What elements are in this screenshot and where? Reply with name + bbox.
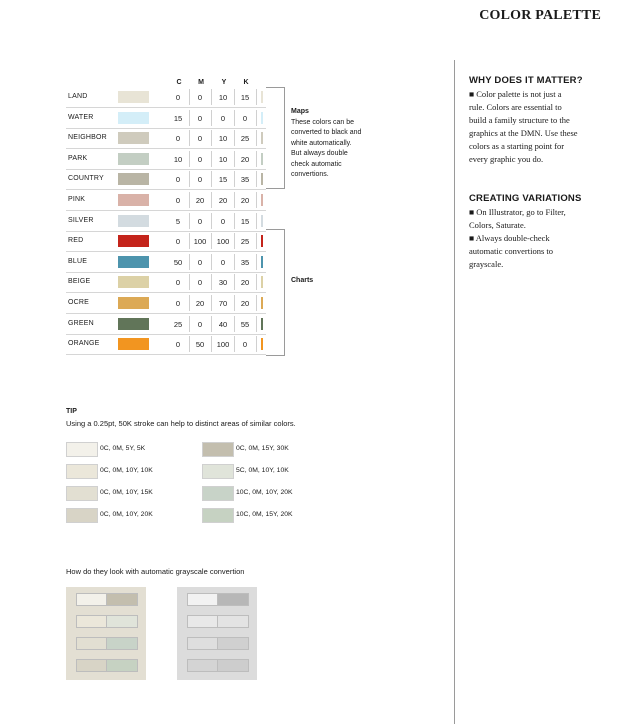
cmyk-value-y: 10 (218, 93, 228, 102)
tip-text: Using a 0.25pt, 50K stroke can help to distinct areas of similar colors. (66, 419, 296, 428)
color-name: RED (68, 237, 84, 245)
color-swatch (118, 91, 149, 103)
cmyk-value-k: 25 (240, 237, 250, 247)
why-heading: WHY DOES IT MATTER? (469, 75, 583, 86)
tip-swatch-label: 0C, 0M, 5Y, 5K (100, 445, 146, 452)
grayscale-version-panel (177, 587, 257, 680)
cmyk-value-c: 0 (175, 340, 181, 350)
tip-swatch-label: 5C, 0M, 10Y, 10K (236, 467, 289, 474)
grayscale-cell (106, 615, 138, 628)
table-row (66, 272, 266, 293)
cmyk-value-y: 100 (216, 237, 230, 247)
tip-swatch-label: 0C, 0M, 10Y, 15K (100, 489, 153, 496)
color-swatch (118, 256, 149, 268)
maps-line: converted to black and (291, 129, 362, 136)
cell-divider (256, 89, 257, 105)
variations-line: automatic convertions to (469, 246, 554, 256)
cell-divider (211, 213, 212, 229)
cell-divider (234, 110, 235, 126)
variations-body (469, 206, 609, 271)
color-marker (261, 235, 263, 247)
cmyk-value-y: 0 (220, 113, 226, 123)
cell-divider (189, 151, 190, 167)
cell-divider (234, 171, 235, 187)
tip-swatch (66, 442, 98, 457)
cell-divider (189, 274, 190, 290)
table-row (66, 87, 266, 108)
cell-divider (189, 336, 190, 352)
cell-divider (211, 89, 212, 105)
cell-divider (211, 192, 212, 208)
table-row (66, 149, 266, 170)
why-line: rule. Colors are essential to (469, 102, 562, 112)
maps-line: white automatically. (291, 139, 352, 147)
variations-line: grayscale. (469, 259, 504, 269)
cmyk-value-c: 15 (173, 113, 183, 123)
cell-divider (189, 171, 190, 187)
cmyk-value-c: 0 (175, 299, 181, 308)
cmyk-value-m: 50 (195, 340, 205, 350)
color-marker (261, 194, 263, 206)
cmyk-value-c: 0 (175, 175, 181, 185)
page-title: COLOR PALETTE (479, 8, 601, 23)
cmyk-value-c: 25 (173, 319, 183, 329)
cell-divider (211, 274, 212, 290)
color-marker (261, 338, 263, 350)
cell-divider (234, 336, 235, 352)
cmyk-value-c: 50 (173, 257, 183, 267)
cmyk-value-m: 0 (197, 319, 203, 329)
color-swatch (118, 235, 149, 247)
grayscale-cell (187, 593, 219, 606)
color-name: SILVER (68, 216, 94, 224)
cmyk-value-m: 100 (193, 237, 207, 247)
cmyk-value-m: 0 (197, 175, 203, 185)
grayscale-cell (76, 615, 108, 628)
cmyk-value-y: 10 (218, 134, 228, 144)
maps-line: check automatic (291, 160, 342, 168)
cell-divider (189, 233, 190, 249)
table-row (66, 108, 266, 129)
cmyk-value-m: 20 (195, 299, 205, 308)
cell-divider (256, 151, 257, 167)
color-swatch (118, 132, 149, 144)
color-marker (261, 173, 263, 185)
cmyk-value-y: 70 (218, 299, 228, 308)
cell-divider (256, 233, 257, 249)
variations-line: ■ On Illustrator, go to Filter, (469, 207, 566, 217)
color-marker (261, 112, 263, 124)
table-row (66, 293, 266, 314)
tip-swatch (66, 486, 98, 501)
grayscale-title: How do they look with automatic grayscale convertion (66, 567, 245, 576)
grayscale-cell (76, 593, 108, 606)
cell-divider (234, 233, 235, 249)
header-m: M (198, 79, 204, 86)
cmyk-value-m: 0 (197, 216, 203, 226)
color-name: WATER (68, 113, 94, 121)
tip-swatch (66, 508, 98, 523)
maps-bracket (266, 87, 285, 189)
cmyk-value-m: 0 (197, 113, 203, 123)
color-name: COUNTRY (68, 175, 104, 183)
column-divider (454, 60, 455, 724)
color-marker (261, 297, 263, 309)
maps-heading: Maps (291, 108, 309, 115)
header-c: C (176, 79, 182, 86)
cmyk-value-k: 55 (240, 319, 250, 329)
table-row (66, 314, 266, 335)
variations-line: ■ Always double-check (469, 233, 550, 243)
tip-swatch-label: 10C, 0M, 15Y, 20K (236, 511, 293, 518)
cell-divider (189, 89, 190, 105)
table-row (66, 211, 266, 232)
cell-divider (234, 213, 235, 229)
tip-swatch-label: 0C, 0M, 15Y, 30K (236, 445, 289, 452)
why-body (469, 88, 609, 166)
cmyk-value-c: 0 (175, 278, 181, 288)
why-line: every graphic you do. (469, 154, 544, 164)
cell-divider (256, 274, 257, 290)
maps-line: But always double (291, 150, 348, 157)
table-row (66, 334, 266, 355)
color-marker (261, 153, 263, 165)
cell-divider (256, 316, 257, 332)
cell-divider (256, 336, 257, 352)
color-name: LAND (68, 93, 88, 100)
cell-divider (189, 130, 190, 146)
cmyk-value-y: 30 (218, 278, 228, 288)
color-name: GREEN (68, 319, 94, 327)
cmyk-value-k: 20 (240, 278, 250, 288)
color-swatch (118, 112, 149, 124)
color-swatch (118, 215, 149, 227)
color-marker (261, 91, 263, 103)
maps-line: These colors can be (291, 118, 355, 126)
tip-heading: TIP (66, 408, 77, 415)
cell-divider (256, 254, 257, 270)
color-swatch (118, 276, 149, 288)
cell-divider (256, 171, 257, 187)
header-k: K (243, 79, 249, 86)
maps-line: convertions. (291, 171, 329, 178)
grayscale-cell (106, 659, 138, 672)
cell-divider (211, 316, 212, 332)
grayscale-cell (106, 593, 138, 606)
cell-divider (234, 151, 235, 167)
cell-divider (256, 213, 257, 229)
color-marker (261, 318, 263, 330)
color-name: ORANGE (68, 340, 100, 348)
cmyk-value-y: 0 (220, 257, 226, 267)
color-marker (261, 256, 263, 268)
tip-swatch-label: 10C, 0M, 10Y, 20K (236, 489, 293, 496)
cmyk-value-m: 0 (197, 93, 203, 102)
header-y: Y (221, 79, 227, 86)
color-name: PINK (68, 196, 86, 203)
cell-divider (189, 316, 190, 332)
cell-divider (211, 110, 212, 126)
cell-divider (234, 316, 235, 332)
grayscale-cell (217, 637, 249, 650)
cell-divider (211, 336, 212, 352)
grayscale-cell (217, 593, 249, 606)
color-name: NEIGHBOR (68, 134, 107, 142)
cell-divider (256, 192, 257, 208)
grayscale-cell (106, 637, 138, 650)
grayscale-cell (76, 637, 108, 650)
cmyk-value-k: 0 (242, 113, 248, 123)
cell-divider (256, 295, 257, 311)
cell-divider (211, 233, 212, 249)
charts-bracket (266, 229, 285, 356)
color-marker (261, 276, 263, 288)
cell-divider (234, 89, 235, 105)
cmyk-value-k: 15 (240, 93, 250, 102)
cell-divider (211, 254, 212, 270)
cell-divider (189, 295, 190, 311)
color-marker (261, 215, 263, 227)
cmyk-value-m: 0 (197, 257, 203, 267)
grayscale-cell (187, 637, 219, 650)
tip-swatch-label: 0C, 0M, 10Y, 20K (100, 511, 153, 518)
variations-heading: CREATING VARIATIONS (469, 193, 582, 204)
maps-note (291, 107, 401, 181)
cmyk-value-k: 20 (240, 196, 250, 205)
cell-divider (189, 213, 190, 229)
cell-divider (256, 130, 257, 146)
grayscale-cell (187, 659, 219, 672)
color-swatch (118, 297, 149, 309)
tip-swatch (66, 464, 98, 479)
cell-divider (211, 130, 212, 146)
cmyk-value-c: 5 (175, 216, 181, 226)
cmyk-value-k: 20 (240, 154, 250, 164)
grayscale-cell (76, 659, 108, 672)
cmyk-value-y: 15 (218, 175, 228, 185)
grayscale-cell (187, 615, 219, 628)
cell-divider (256, 110, 257, 126)
table-row (66, 169, 266, 190)
cell-divider (234, 130, 235, 146)
tip-swatch (202, 508, 234, 523)
cell-divider (211, 171, 212, 187)
table-row (66, 252, 266, 273)
cmyk-value-c: 0 (175, 237, 181, 247)
cmyk-value-k: 15 (240, 216, 250, 226)
color-marker (261, 132, 263, 144)
cmyk-value-y: 40 (218, 319, 228, 329)
tip-swatch (202, 464, 234, 479)
cmyk-value-k: 25 (240, 134, 250, 144)
color-name: OCRE (68, 299, 90, 306)
color-version-panel (66, 587, 146, 680)
why-line: build a family structure to the (469, 115, 570, 125)
cmyk-value-y: 10 (218, 154, 228, 164)
color-swatch (118, 173, 149, 185)
cmyk-value-m: 0 (197, 278, 203, 288)
cell-divider (189, 192, 190, 208)
cmyk-value-k: 20 (240, 299, 250, 308)
cell-divider (234, 254, 235, 270)
color-swatch (118, 338, 149, 350)
color-swatch (118, 318, 149, 330)
cmyk-value-y: 20 (218, 196, 228, 205)
cmyk-value-c: 0 (175, 93, 181, 102)
cell-divider (211, 295, 212, 311)
grayscale-cell (217, 659, 249, 672)
cell-divider (189, 110, 190, 126)
cmyk-value-y: 100 (216, 340, 230, 350)
cmyk-value-m: 0 (197, 134, 203, 144)
variations-line: Colors, Saturate. (469, 220, 526, 230)
charts-note: Charts (291, 277, 314, 284)
cmyk-value-k: 35 (240, 257, 250, 267)
cmyk-value-m: 0 (197, 154, 203, 164)
tip-swatch-label: 0C, 0M, 10Y, 10K (100, 467, 153, 474)
cmyk-value-m: 20 (195, 196, 205, 205)
cmyk-value-c: 0 (175, 134, 181, 144)
why-line: ■ Color palette is not just a (469, 89, 562, 99)
color-name: BEIGE (68, 278, 91, 286)
color-name: PARK (68, 154, 88, 162)
color-swatch (118, 153, 149, 165)
color-swatch (118, 194, 149, 206)
color-name: BLUE (68, 257, 88, 265)
grayscale-cell (217, 615, 249, 628)
table-row (66, 190, 266, 211)
cmyk-value-y: 0 (220, 216, 226, 226)
why-line: colors as a starting point for (469, 141, 565, 151)
cell-divider (234, 295, 235, 311)
cmyk-value-c: 10 (173, 154, 183, 164)
tip-swatch (202, 486, 234, 501)
cell-divider (211, 151, 212, 167)
tip-swatch (202, 442, 234, 457)
why-line: graphics at the DMN. Use these (469, 128, 578, 138)
table-row (66, 231, 266, 252)
cell-divider (234, 274, 235, 290)
cmyk-value-k: 0 (242, 340, 248, 350)
table-row (66, 128, 266, 149)
cell-divider (234, 192, 235, 208)
cmyk-value-c: 0 (175, 196, 181, 205)
cell-divider (189, 254, 190, 270)
cmyk-value-k: 35 (240, 175, 250, 185)
